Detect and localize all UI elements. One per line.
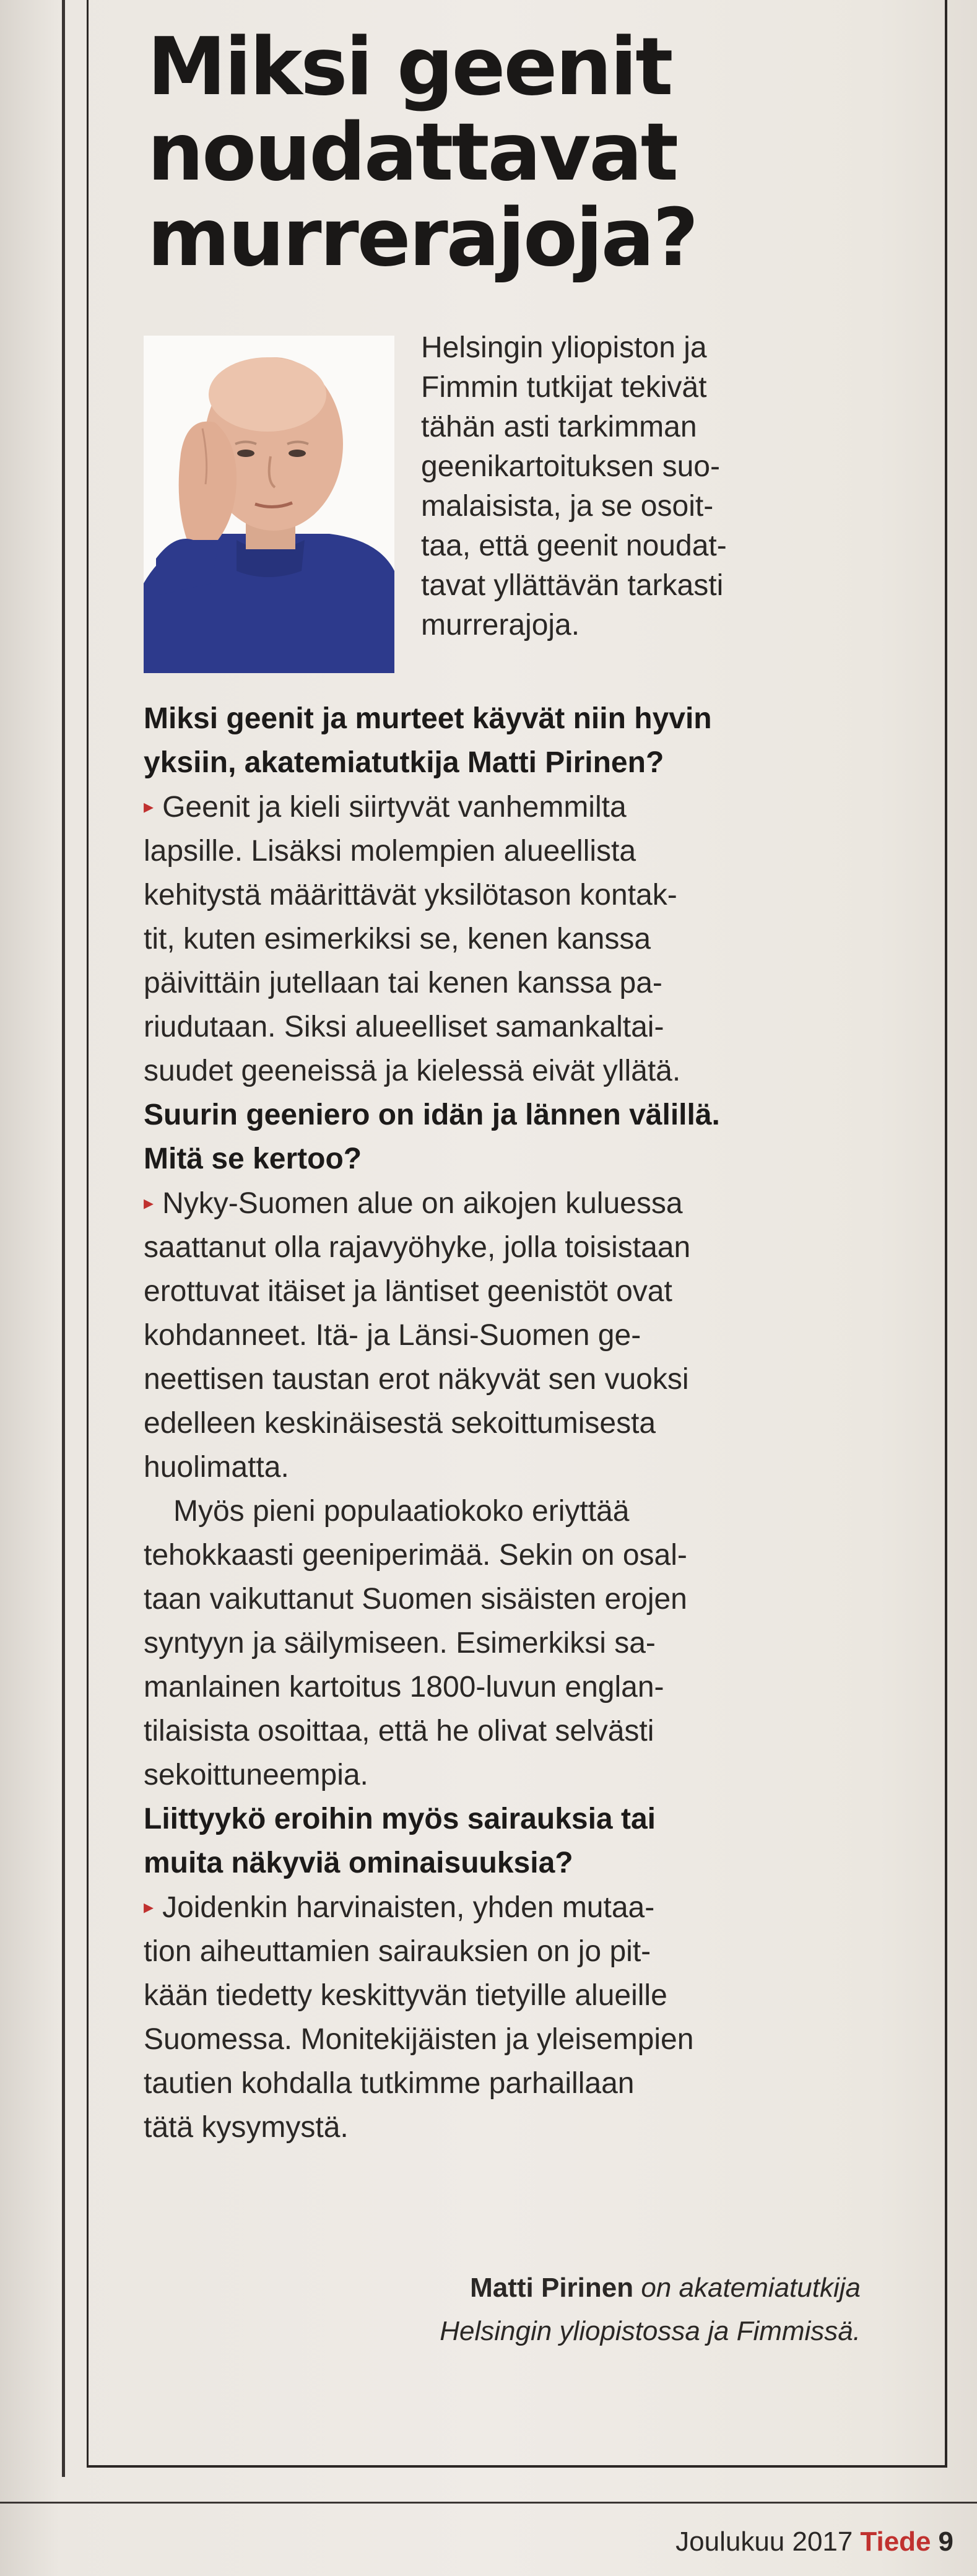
answer-2 xyxy=(144,1181,862,1489)
answer-1-text: Geenit ja kieli siirtyvät vanhemmilta lapsille. Lisäksi molempien alueellista kehitystä määrittävät yksilötason kontak- tit, kuten esimerkiksi se, kenen kanssa päivittäin jutellaan tai kenen kanssa pa- riudutaan. Siksi alueelliset samankaltai- suudet geeneissä ja kielessä eivät yllätä. xyxy=(144,791,681,1087)
answer-2-text: Nyky-Suomen alue on aikojen kuluessa saattanut olla rajavyöhyke, jolla toisistaan erottuvat itäiset ja läntiset geenistöt ovat kohdanneet. Itä- ja Länsi-Suomen ge- neettisen taustan erot näkyvät sen vuoksi edelleen keskinäisestä sekoittumisesta huolimatta. xyxy=(144,1187,691,1484)
answer-1 xyxy=(144,785,862,1093)
magazine-name: Tiede xyxy=(860,2526,931,2557)
bullet-arrow-icon: ▸ xyxy=(144,795,154,817)
answer-3-text: Joidenkin harvinaisten, yhden mutaa- tion aiheuttamien sairauksien on jo pit- kään tiedetty keskittyvän tietyille alueille Suomessa. Monitekijäisten ja yleisempien tautien kohdalla tutkimme parhaillaan tätä kysymystä. xyxy=(144,1891,694,2144)
question-1: Miksi geenit ja murteet käyvät niin hyvin yksiin, akatemiatutkija Matti Pirinen? xyxy=(144,702,712,779)
left-column-rule xyxy=(62,0,65,2477)
bullet-arrow-icon: ▸ xyxy=(144,1191,154,1214)
author-affiliation: Helsingin yliopistossa ja Fimmissä. xyxy=(440,2316,861,2346)
intro-text: Helsingin yliopiston ja Fimmin tutkijat tekivät tähän asti tarkimman geenikartoituksen suo- malaisista, ja se osoit- taa, että geenit noudat- tavat yllättävän tarkasti murrerajoja. xyxy=(421,331,727,642)
footer-rule xyxy=(0,2502,977,2504)
author-role: on akatemiatutkija xyxy=(633,2273,861,2303)
issue-date: Joulukuu 2017 xyxy=(675,2526,853,2557)
signature-line-1 xyxy=(440,2266,861,2310)
portrait-illustration xyxy=(144,336,394,673)
answer-2-extra: Myös pieni populaatiokoko eriyttää tehokkaasti geeniperimää. Sekin on osal- taan vaikuttanut Suomen sisäisten erojen syntyyn ja säilymiseen. Esimerkiksi sa- manlainen kartoitus 1800-luvun englan- tilaisista osoittaa, että he olivat selvästi sekoittuneempia. xyxy=(144,1495,687,1791)
author-signature xyxy=(440,2266,861,2353)
question-2: Suurin geeniero on idän ja lännen välillä. Mitä se kertoo? xyxy=(144,1099,720,1175)
author-portrait xyxy=(144,336,394,673)
page-footer xyxy=(675,2526,953,2557)
bullet-arrow-icon: ▸ xyxy=(144,1895,154,1918)
page-number: 9 xyxy=(938,2526,953,2557)
article-title: Miksi geenit noudattavat murrerajoja? xyxy=(147,21,697,284)
question-3: Liittyykö eroihin myös sairauksia tai muita näkyviä ominaisuuksia? xyxy=(144,1803,656,1879)
answer-3 xyxy=(144,1885,862,2149)
article-intro xyxy=(421,328,892,645)
article-body xyxy=(144,697,862,2149)
author-name: Matti Pirinen xyxy=(470,2273,634,2303)
